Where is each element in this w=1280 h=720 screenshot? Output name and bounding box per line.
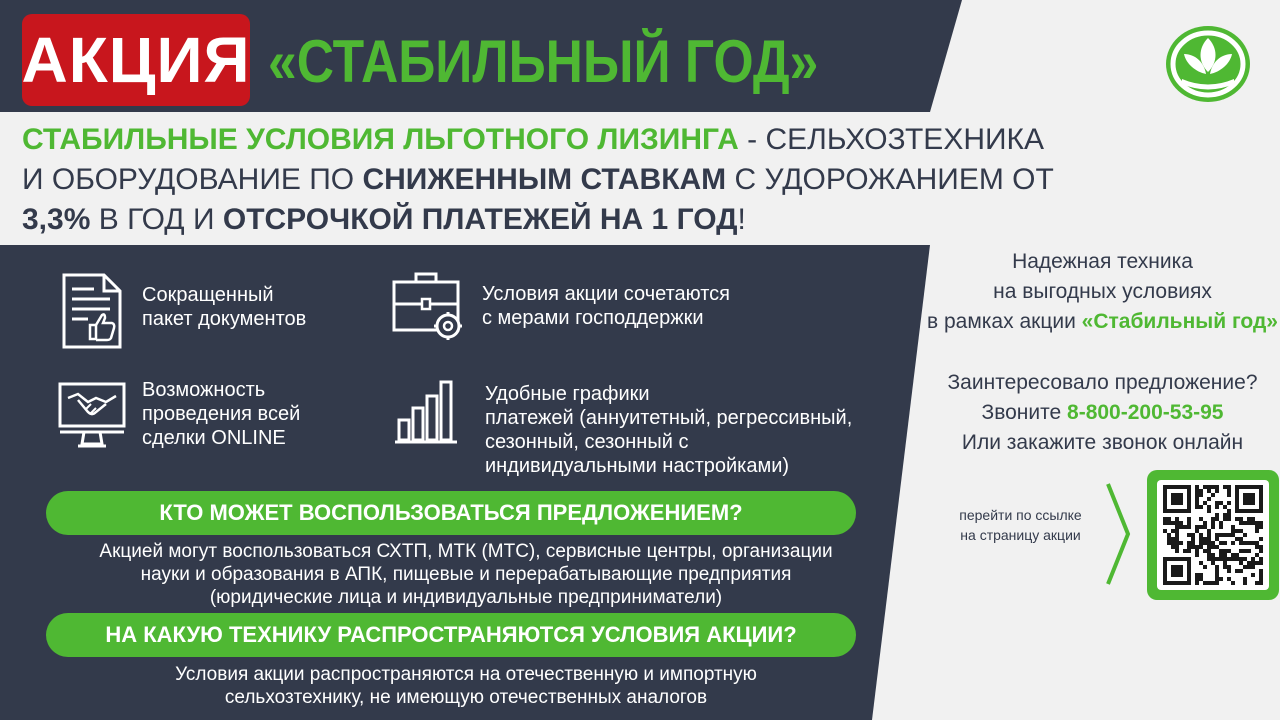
feature-text-line: сделки ONLINE [142, 427, 286, 449]
qr-code-icon [1157, 480, 1269, 590]
sidebar-tagline [925, 247, 1280, 337]
qr-hint [938, 505, 1103, 545]
leaf-logo-icon [1164, 24, 1252, 104]
feature-text-line: Сокращенный [142, 284, 274, 306]
contact-question: Заинтересовало предложение? [947, 371, 1258, 394]
intro-text-segment: - СЕЛЬХОЗТЕХНИКА [738, 123, 1045, 156]
feature-online-deal [58, 376, 300, 452]
feature-text-line: пакет документов [142, 308, 307, 330]
document-thumbs-up-icon [62, 273, 122, 349]
section-text-line: (юридические лица и индивидуальные предприниматели) [209, 587, 723, 608]
section-who-title: КТО МОЖЕТ ВОСПОЛЬЗОВАТЬСЯ ПРЕДЛОЖЕНИЕМ? [46, 491, 856, 535]
promo-title: «СТАБИЛЬНЫЙ ГОД» [268, 28, 819, 95]
section-text-line: сельхозтехнику, не имеющую отечественных аналогов [224, 687, 708, 708]
qr-code-link[interactable] [1147, 470, 1279, 600]
qr-hint-line: на страницу акции [960, 527, 1081, 543]
intro-rate: 3,3% [22, 203, 91, 236]
intro-text-segment: И ОБОРУДОВАНИЕ ПО [22, 163, 363, 196]
intro-text-segment: В ГОД И [90, 203, 223, 236]
promo-badge: АКЦИЯ [22, 14, 250, 106]
intro-accent: СТАБИЛЬНЫЕ УСЛОВИЯ ЛЬГОТНОГО ЛИЗИНГА [22, 123, 739, 156]
section-text-line: Условия акции распространяются на отечественную и импортную [175, 664, 757, 685]
section-text-line: Акцией могут воспользоваться СХТП, МТК (МТС), сервисные центры, организации [99, 541, 833, 562]
contact-order-callback: Или закажите звонок онлайн [961, 431, 1244, 454]
feature-text-line: платежей (аннуитетный, регрессивный, [485, 407, 853, 429]
feature-text-line: сезонный, сезонный с [485, 431, 689, 453]
qr-hint-line: перейти по ссылке [959, 507, 1082, 523]
feature-payment-schedules [395, 380, 852, 478]
intro-bold: ОТСРОЧКОЙ ПЛАТЕЖЕЙ НА 1 ГОД [222, 203, 738, 236]
intro-text-segment: ! [737, 203, 746, 236]
feature-text-line: Условия акции сочетаются [482, 283, 730, 305]
section-text-line: науки и образования в АПК, пищевые и перерабатывающие предприятия [140, 564, 792, 585]
handshake-monitor-icon [58, 376, 126, 452]
tagline-line: в рамках акции [927, 310, 1082, 333]
feature-text-line: индивидуальными настройками) [485, 455, 790, 477]
intro-text-segment: С УДОРОЖАНИЕМ ОТ [726, 163, 1054, 196]
chevron-right-icon [1104, 482, 1132, 586]
briefcase-gear-icon [392, 268, 464, 340]
contact-call-label: Звоните [981, 401, 1068, 424]
feature-text-line: Удобные графики [485, 383, 650, 405]
section-equipment-text [46, 663, 886, 709]
tagline-accent: «Стабильный год» [1081, 310, 1278, 333]
intro-bold: СНИЖЕННЫМ СТАВКАМ [362, 163, 727, 196]
tagline-line: Надежная техника [1012, 250, 1193, 273]
feature-text-line: с мерами господдержки [482, 307, 704, 329]
feature-text-line: Возможность [142, 379, 266, 401]
section-who-text [46, 540, 886, 609]
phone-link[interactable]: 8-800-200-53-95 [1067, 401, 1224, 424]
bar-chart-icon [395, 380, 459, 444]
sidebar-contact [925, 368, 1280, 458]
section-equipment-title: НА КАКУЮ ТЕХНИКУ РАСПРОСТРАНЯЮТСЯ УСЛОВИЯ АКЦИИ? [46, 613, 856, 657]
feature-state-support [392, 268, 730, 340]
tagline-line: на выгодных условиях [993, 280, 1212, 303]
intro-text [22, 120, 1054, 240]
feature-text-line: проведения всей [142, 403, 301, 425]
feature-documents [62, 273, 306, 349]
